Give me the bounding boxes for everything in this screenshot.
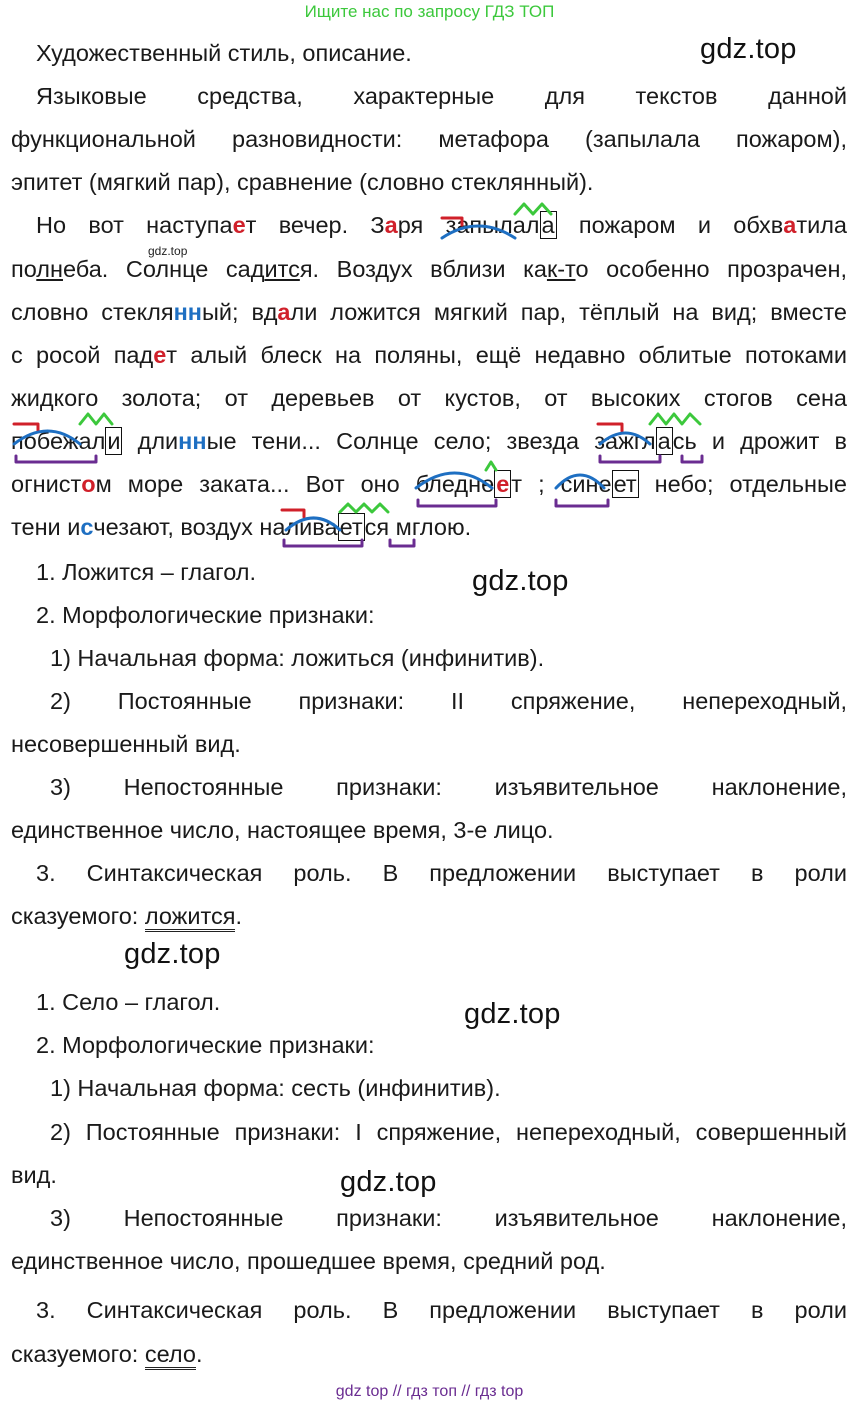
analysis1-item: 1. Ложится – глагол.	[36, 559, 256, 585]
text-line-7: огнистом море заката... Вот оно бледнеет ; синеет небо; отдельные	[11, 471, 847, 497]
word-bledneet: бледнеет	[415, 471, 523, 497]
word-zazhglas: зажглась	[594, 428, 697, 454]
analysis2-item: 1. Село – глагол.	[36, 989, 221, 1015]
word-zapylala: запылала	[445, 212, 555, 238]
text-line-1: Но вот наступает вечер. Заря запылала пожаром и обхватила	[36, 212, 847, 238]
intro-line: функциональной разновидности: метафора (запылала пожаром),	[11, 126, 847, 152]
watermark: gdz.top	[340, 1166, 437, 1198]
word-pobezhali: побежали	[11, 428, 121, 454]
analysis2-item: 3) Непостоянные признаки: изъявительное наклонение,	[50, 1205, 847, 1231]
predicate-word: ложится	[145, 903, 236, 932]
analysis2-item: вид.	[11, 1162, 57, 1188]
text-line-8: тени исчезают, воздух наливается мглою.	[11, 514, 472, 540]
watermark: gdz.top	[124, 938, 221, 970]
watermark: gdz.top	[700, 33, 797, 65]
watermark: gdz.top	[472, 565, 569, 597]
text-line-6: побежали длинные тени... Солнце село; звезда зажглась и дрожит в	[11, 428, 847, 454]
text-line-2: полнеба. Солнце садится. Воздух вблизи как-то особенно прозрачен,	[11, 256, 847, 282]
analysis1-item: 1) Начальная форма: ложиться (инфинитив).	[50, 645, 545, 671]
analysis1-item: сказуемого: ложится.	[11, 901, 847, 931]
predicate-word: село	[145, 1341, 196, 1370]
word-sineet: синеет	[560, 471, 637, 497]
analysis2-item: 3. Синтаксическая роль. В предложении выступает в роли	[36, 1297, 847, 1323]
intro-line: Языковые средства, характерные для текстов данной	[36, 83, 847, 109]
text-line-5: жидкого золота; от деревьев от кустов, от высоких стогов сена	[11, 385, 847, 411]
search-hint-link[interactable]: Ищите нас по запросу ГДЗ ТОП	[304, 2, 555, 21]
analysis2-item: сказуемого: село.	[11, 1339, 847, 1369]
analysis2-item: 2) Постоянные признаки: I спряжение, непереходный, совершенный	[50, 1119, 847, 1145]
analysis1-item: 2. Морфологические признаки:	[36, 602, 375, 628]
analysis2-item: 2. Морфологические признаки:	[36, 1032, 375, 1058]
watermark: gdz.top	[464, 998, 561, 1030]
intro-line: эпитет (мягкий пар), сравнение (словно стеклянный).	[11, 169, 594, 195]
analysis1-item: 3. Синтаксическая роль. В предложении выступает в роли	[36, 860, 847, 886]
analysis1-item: 2) Постоянные признаки: II спряжение, непереходный,	[50, 688, 847, 714]
analysis1-item: 3) Непостоянные признаки: изъявительное наклонение,	[50, 774, 847, 800]
text-line-4: с росой падет алый блеск на поляны, ещё недавно облитые потоками	[11, 342, 847, 368]
style-statement: Художественный стиль, описание.	[36, 40, 412, 66]
analysis1-item: единственное число, настоящее время, 3-е лицо.	[11, 817, 554, 843]
watermark-small: gdz.top	[148, 244, 188, 258]
text-line-3: словно стеклянный; вдали ложится мягкий пар, тёплый на вид; вместе	[11, 299, 847, 325]
analysis2-item: единственное число, прошедшее время, средний род.	[11, 1248, 606, 1274]
footer-links[interactable]: gdz top // гдз топ // гдз top	[335, 1383, 524, 1400]
analysis2-item: 1) Начальная форма: сесть (инфинитив).	[50, 1075, 501, 1101]
word-nalivaetsya: наливается	[259, 514, 390, 540]
analysis1-item: несовершенный вид.	[11, 731, 241, 757]
